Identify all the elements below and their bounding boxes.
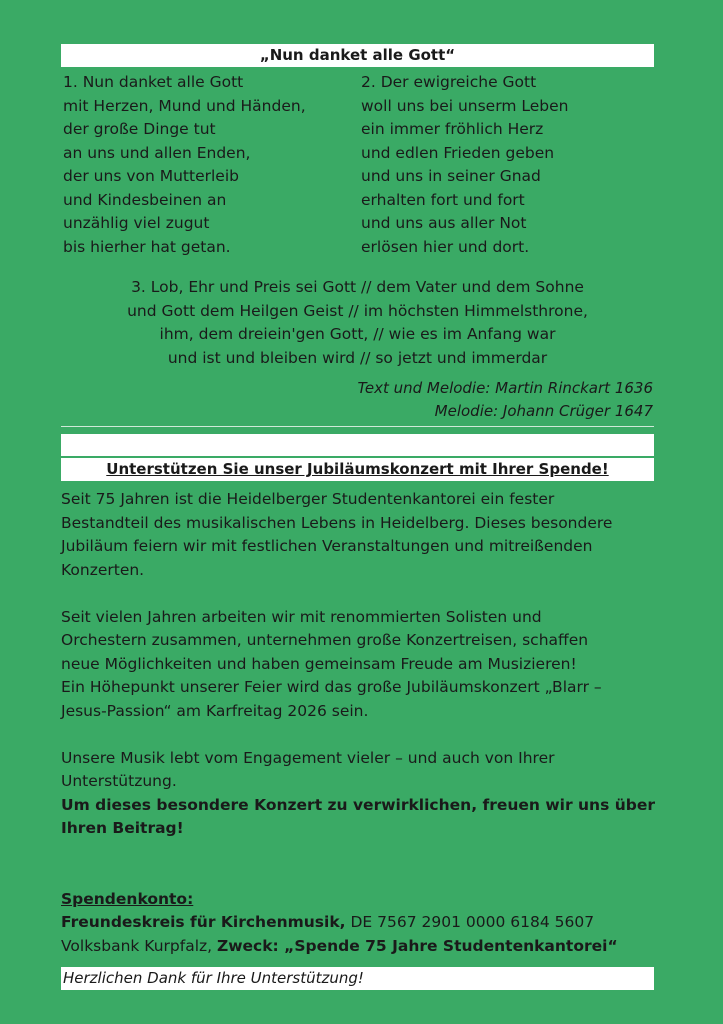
verse-1-line: 1. Nun danket alle Gott xyxy=(63,73,244,91)
hymn-credits xyxy=(358,377,653,423)
paragraph-line-bold: Um dieses besondere Konzert zu verwirklichen, freuen wir uns über xyxy=(61,795,656,814)
thanks-note: Herzlichen Dank für Ihre Unterstützung! xyxy=(61,967,654,990)
verse-3-line: ihm, dem dreiein'gen Gott, // wie es im Anfang war xyxy=(159,325,556,343)
verse-2-line: und uns aus aller Not xyxy=(361,214,527,232)
paragraph-line: Unterstützung. xyxy=(61,772,177,790)
spacer-band xyxy=(61,434,654,456)
appeal-heading: Unterstützen Sie unser Jubiläumskonzert mit Ihrer Spende! xyxy=(61,458,654,481)
bank-name: Volksbank Kurpfalz, xyxy=(61,936,217,955)
verse-1-line: und Kindesbeinen an xyxy=(63,190,227,209)
verse-1-line: unzählig viel zugut xyxy=(63,214,210,232)
verse-1-line: an uns und allen Enden, xyxy=(63,143,251,162)
account-heading: Spendenkonto: xyxy=(61,889,194,908)
paragraph-line: Unsere Musik lebt vom Engagement vieler – und auch von Ihrer xyxy=(61,748,555,767)
verse-2-line: erhalten fort und fort xyxy=(361,190,525,209)
verse-3-line: 3. Lob, Ehr und Preis sei Gott // dem Vater und dem Sohne xyxy=(131,278,584,296)
verse-2-line: woll uns bei unserm Leben xyxy=(361,96,569,115)
paragraph-line: Jesus-Passion“ am Karfreitag 2026 sein. xyxy=(61,701,369,720)
appeal-body xyxy=(61,488,661,958)
bank-line xyxy=(61,935,661,959)
verse-2-line: ein immer fröhlich Herz xyxy=(361,120,544,138)
purpose: Zweck: „Spende 75 Jahre Studentenkantorei“ xyxy=(216,936,618,955)
credit-melody: Melodie: Johann Crüger 1647 xyxy=(434,402,653,420)
verse-3-line: und ist und bleiben wird // so jetzt und immerdar xyxy=(167,348,548,367)
verse-1-line: der große Dinge tut xyxy=(63,120,216,138)
verse-2 xyxy=(361,71,568,259)
paragraph-line: neue Möglichkeiten und haben gemeinsam Freude am Musizieren! xyxy=(61,654,577,673)
paragraph-line: Bestandteil des musikalischen Lebens in Heidelberg. Dieses besondere xyxy=(61,513,613,532)
paragraph-line-bold: Ihren Beitrag! xyxy=(61,819,184,837)
verse-3-line: und Gott dem Heilgen Geist // im höchsten Himmelsthrone, xyxy=(127,301,588,320)
verse-2-line: erlösen hier und dort. xyxy=(361,237,530,256)
verse-1-line: bis hierher hat getan. xyxy=(63,237,231,256)
paragraph-line: Orchestern zusammen, unternehmen große Konzertreisen, schaffen xyxy=(61,631,589,649)
verse-2-line: 2. Der ewigreiche Gott xyxy=(361,73,537,91)
paragraph-line: Ein Höhepunkt unserer Feier wird das große Jubiläumskonzert „Blarr – xyxy=(61,678,602,696)
divider xyxy=(61,426,654,427)
verse-2-line: und edlen Frieden geben xyxy=(361,143,555,162)
paragraph-line: Jubiläum feiern wir mit festlichen Veranstaltungen und mitreißenden xyxy=(61,537,593,555)
verse-1 xyxy=(63,71,306,259)
verse-1-line: mit Herzen, Mund und Händen, xyxy=(63,96,306,115)
verse-1-line: der uns von Mutterleib xyxy=(63,167,239,185)
paragraph-line: Konzerten. xyxy=(61,560,145,579)
account-line xyxy=(61,911,661,935)
credit-text: Text und Melodie: Martin Rinckart 1636 xyxy=(357,379,653,397)
hymn-title: „Nun danket alle Gott“ xyxy=(61,44,654,67)
account-holder: Freundeskreis für Kirchenmusik, xyxy=(61,913,346,931)
verse-3 xyxy=(61,276,654,370)
paragraph-line: Seit 75 Jahren ist die Heidelberger Studentenkantorei ein fester xyxy=(61,490,555,508)
paragraph-line: Seit vielen Jahren arbeiten wir mit renommierten Solisten und xyxy=(61,607,542,626)
iban: DE 7567 2901 0000 6184 5607 xyxy=(345,913,595,931)
verse-2-line: und uns in seiner Gnad xyxy=(361,167,541,185)
